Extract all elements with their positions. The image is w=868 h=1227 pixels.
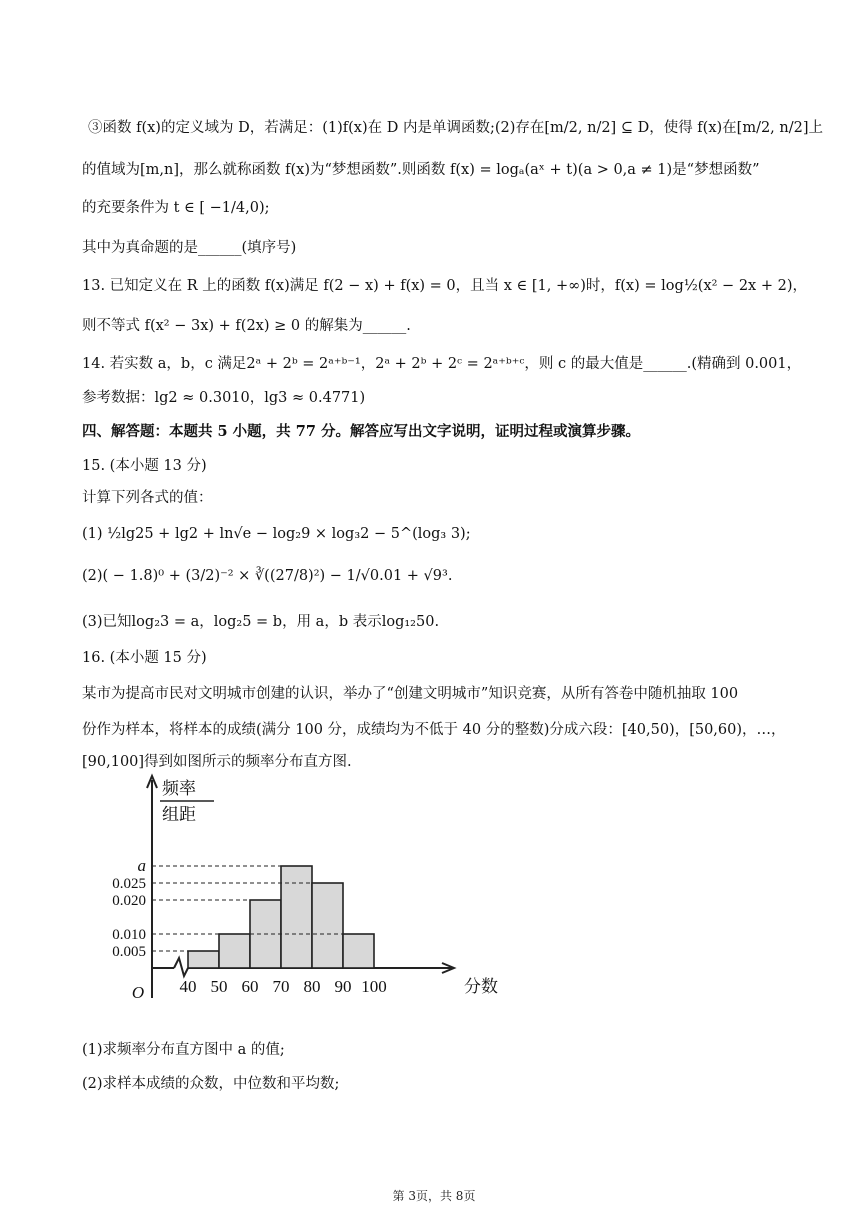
text-line-l12: (1) ½lg25 + lg2 + ln√e − log₂9 × log₃2 − 5^(log₃ 3); (82, 526, 471, 542)
text-line-l20: (2)求样本成绩的众数，中位数和平均数; (82, 1076, 340, 1092)
text-line-l2: 的值域为[m,n]，那么就称函数 f(x)为“梦想函数”.则函数 f(x) = logₐ(aˣ + t)(a > 0,a ≠ 1)是“梦想函数” (82, 162, 760, 178)
text-line-l17: 份作为样本，将样本的成绩(满分 100 分，成绩均为不低于 40 分的整数)分成六段：[40,50)，[50,60)，…， (82, 722, 786, 738)
page-footer: 第 3页，共 8页 (392, 1189, 476, 1203)
text-line-l5: 13. 已知定义在 R 上的函数 f(x)满足 f(2 − x) + f(x) = 0，且当 x ∈ [1, +∞)时，f(x) = log½(x² − 2x + 2)， (82, 278, 807, 294)
text-line-l13: (2)( − 1.8)⁰ + (3/2)⁻² × ∛((27/8)²) − 1/√0.01 + √9³. (82, 568, 453, 584)
x-tick-90: 90 (334, 977, 352, 996)
y-axis-label-top: 频率 (162, 779, 196, 798)
bar-[80,90) (312, 883, 343, 968)
x-axis-label: 分数 (464, 977, 498, 996)
origin-label: O (131, 983, 145, 1002)
text-line-l4: 其中为真命题的是______(填序号) (82, 240, 297, 256)
text-line-l19: (1)求频率分布直方图中 a 的值; (82, 1042, 285, 1058)
text-line-l16: 某市为提高市民对文明城市创建的认识，举办了“创建文明城市”知识竞赛，从所有答卷中随机抽取 100 (82, 686, 739, 702)
bar-[50,60) (219, 934, 250, 968)
y-tick-0.025: 0.025 (112, 876, 146, 892)
bar-[90,100] (343, 934, 374, 968)
y-tick-0.005: 0.005 (112, 944, 146, 960)
text-line-l7: 14. 若实数 a，b，c 满足2ᵃ + 2ᵇ = 2ᵃ⁺ᵇ⁻¹，2ᵃ + 2ᵇ + 2ᶜ = 2ᵃ⁺ᵇ⁺ᶜ，则 c 的最大值是______.(精确到 0.001， (82, 356, 802, 372)
y-tick-0.020: 0.020 (112, 893, 146, 909)
x-tick-70: 70 (272, 977, 290, 996)
x-tick-100: 100 (361, 977, 387, 996)
bar-[40,50) (188, 951, 219, 968)
text-line-l10: 15. (本小题 13 分) (82, 458, 207, 474)
text-line-l3: 的充要条件为 t ∈ [ −1/4,0); (82, 200, 270, 216)
text-line-l1: ③函数 f(x)的定义域为 D，若满足：(1)f(x)在 D 内是单调函数;(2)存在[m/2, n/2] ⊆ D，使得 f(x)在[m/2, n/2]上 (88, 120, 824, 136)
x-tick-50: 50 (210, 977, 228, 996)
x-tick-40: 40 (179, 977, 197, 996)
text-line-l6: 则不等式 f(x² − 3x) + f(2x) ≥ 0 的解集为______. (82, 318, 411, 334)
y-tick-a: a (137, 856, 146, 875)
y-axis-label-bottom: 组距 (162, 805, 196, 824)
text-line-l18: [90,100]得到如图所示的频率分布直方图. (82, 754, 352, 770)
x-tick-80: 80 (303, 977, 321, 996)
text-line-l15: 16. (本小题 15 分) (82, 650, 207, 666)
text-line-l11: 计算下列各式的值： (82, 490, 213, 506)
text-line-l14: (3)已知log₂3 = a，log₂5 = b，用 a，b 表示log₁₂50. (82, 614, 440, 630)
frequency-histogram (82, 770, 498, 1030)
x-tick-60: 60 (241, 977, 259, 996)
text-line-l9: 四、解答题：本题共 5 小题，共 77 分。解答应写出文字说明，证明过程或演算步骤。 (82, 423, 640, 440)
axis-break (174, 958, 188, 976)
y-tick-0.010: 0.010 (112, 927, 146, 943)
bar-[70,80) (281, 866, 312, 968)
text-line-l8: 参考数据：lg2 ≈ 0.3010，lg3 ≈ 0.4771) (82, 390, 366, 406)
